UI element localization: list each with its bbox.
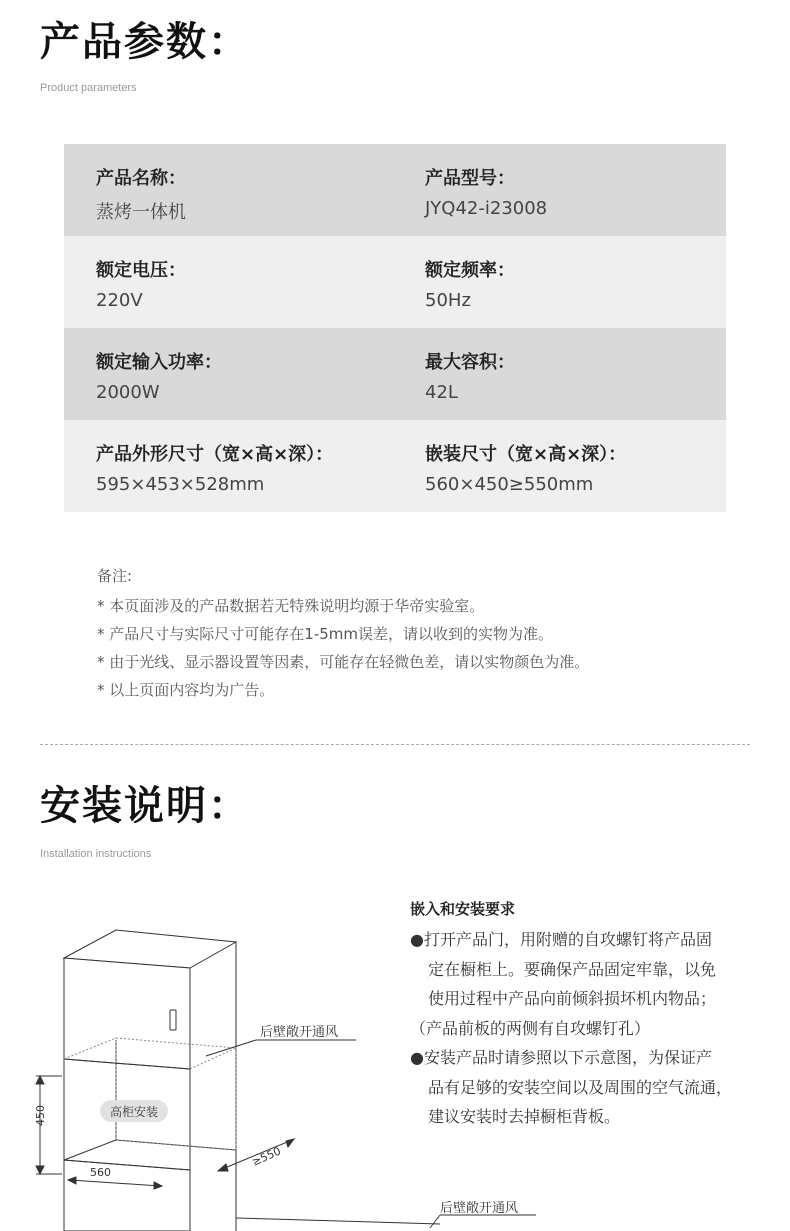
depth-dimension-label: ≥550 <box>249 1144 283 1169</box>
arrow-icon <box>154 1182 162 1189</box>
tall-cabinet-label: 高柜安装 <box>109 1105 159 1119</box>
requirement-line: ●安装产品时请参照以下示意图，为保证产 <box>410 1048 712 1067</box>
leader-line <box>430 1215 440 1228</box>
leader-line <box>206 1040 256 1056</box>
spec-value: 50Hz <box>425 290 471 311</box>
rear-vent-label-top: 后壁敞开通风 <box>260 1025 339 1040</box>
notes-title: 备注: <box>97 567 133 585</box>
rear-vent-label-bottom: 后壁敞开通风 <box>440 1201 519 1216</box>
spec-label: 额定电压： <box>96 260 186 281</box>
floor-line <box>236 1218 440 1224</box>
spec-value: 220V <box>96 290 143 311</box>
section-subtitle-parameters: Product parameters <box>40 82 137 94</box>
note-item: * 本页面涉及的产品数据若无特殊说明均源于华帝实验室。 <box>97 597 485 615</box>
note-item: * 产品尺寸与实际尺寸可能存在1-5mm误差，请以收到的实物为准。 <box>97 625 553 643</box>
arrow-icon <box>36 1076 44 1084</box>
requirement-line: 品有足够的安装空间以及周围的空气流通， <box>428 1077 733 1097</box>
spec-label: 额定输入功率： <box>96 352 222 373</box>
spec-label: 嵌装尺寸（宽×高×深）： <box>425 444 627 465</box>
door-handle <box>170 1010 176 1030</box>
spec-value: JYQ42-i23008 <box>425 198 548 219</box>
width-dimension-line <box>70 1180 160 1186</box>
spec-value: 蒸烤一体机 <box>96 202 186 223</box>
niche-top-right <box>190 1048 236 1069</box>
requirement-line: ●打开产品门，用附赠的自攻螺钉将产品固 <box>410 930 712 949</box>
section-subtitle-installation: Installation instructions <box>40 848 152 860</box>
spec-value: 42L <box>425 382 458 403</box>
niche-floor-edge <box>64 1140 116 1160</box>
arrow-icon <box>218 1164 228 1171</box>
note-item: * 由于光线、显示器设置等因素，可能存在轻微色差，请以实物颜色为准。 <box>97 653 590 671</box>
requirement-line: 建议安装时去掉橱柜背板。 <box>428 1107 621 1126</box>
requirements-title: 嵌入和安装要求 <box>410 900 516 918</box>
section-title-installation: 安装说明： <box>40 783 250 829</box>
note-item: * 以上页面内容均为广告。 <box>97 681 275 699</box>
requirement-line: 使用过程中产品向前倾斜损坏机内物品； <box>428 989 717 1008</box>
spec-label: 产品型号： <box>425 168 515 189</box>
spec-label: 额定频率： <box>425 260 515 281</box>
requirement-line: （产品前板的两侧有自攻螺钉孔） <box>410 1018 651 1038</box>
requirement-line: 定在橱柜上。要确保产品固定牢靠，以免 <box>428 959 717 979</box>
arrow-icon <box>36 1166 44 1174</box>
spec-label: 最大容积： <box>425 352 515 373</box>
spec-value: 2000W <box>96 382 160 403</box>
spec-label: 产品外形尺寸（宽×高×深）： <box>96 444 334 465</box>
section-title-parameters: 产品参数： <box>40 19 250 65</box>
arrow-icon <box>286 1139 294 1147</box>
height-dimension-label: 450 <box>34 1105 47 1126</box>
spec-label: 产品名称： <box>96 168 186 189</box>
lower-door <box>64 1160 190 1231</box>
spec-value: 560×450≥550mm <box>425 474 594 495</box>
spec-value: 595×453×528mm <box>96 474 265 495</box>
arrow-icon <box>68 1177 76 1184</box>
width-dimension-label: 560 <box>90 1166 111 1179</box>
